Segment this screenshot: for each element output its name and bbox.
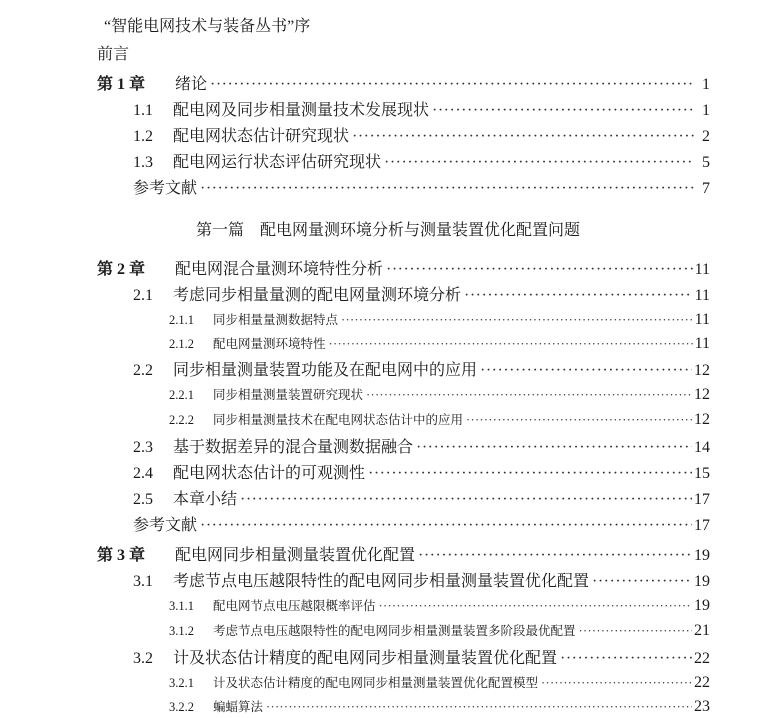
toc-page-number: 5	[702, 154, 710, 171]
dot-leader	[341, 313, 693, 328]
toc-entry-subsection-3-1-1[interactable]	[169, 596, 710, 615]
dot-leader	[384, 154, 694, 172]
toc-entry-text: 参考文献	[133, 180, 198, 197]
toc-page-number: 19	[694, 573, 710, 590]
toc-entry-chapter-2[interactable]	[97, 256, 710, 279]
toc-entry-section-2-4[interactable]	[133, 460, 710, 483]
toc-entry-text: 基于数据差异的混合量测数据融合	[173, 439, 414, 456]
toc-entry-section-1-2[interactable]	[133, 123, 710, 146]
toc-entry-section-2-5[interactable]	[133, 486, 710, 509]
toc-entry-text: 计及状态估计精度的配电网同步相量测量装置优化配置	[173, 650, 558, 667]
toc-entry-section-1-1[interactable]	[133, 97, 710, 120]
toc-page-number: 1	[702, 76, 710, 93]
toc-entry-chapter-1[interactable]	[97, 71, 710, 94]
toc-entry-series-preface[interactable]	[104, 13, 310, 36]
toc-page-number: 12	[694, 411, 710, 428]
toc-page-number: 1	[702, 102, 710, 119]
dot-leader	[592, 573, 692, 591]
toc-section-number: 2.3	[133, 439, 153, 456]
toc-entry-text: 第一篇 配电网量测环境分析与测量装置优化配置问题	[196, 222, 581, 239]
toc-chapter-number: 第 2 章	[97, 261, 146, 278]
toc-entry-section-3-1[interactable]	[133, 568, 710, 591]
toc-section-number: 2.4	[133, 465, 153, 482]
dot-leader	[466, 413, 692, 428]
toc-page-number: 23	[694, 698, 710, 715]
toc-entry-subsection-2-2-1[interactable]	[169, 385, 710, 404]
toc-section-number: 2.5	[133, 491, 153, 508]
toc-entry-foreword[interactable]	[97, 41, 129, 64]
dot-leader	[579, 624, 692, 639]
toc-entry-section-1-3[interactable]	[133, 149, 710, 172]
toc-section-number: 3.1	[133, 573, 153, 590]
toc-entry-chapter-3[interactable]	[97, 542, 710, 565]
toc-page-number: 12	[694, 362, 710, 379]
toc-page-number: 21	[694, 622, 710, 639]
toc-section-number: 1.1	[133, 102, 153, 119]
toc-subsection-number: 2.2.2	[169, 413, 194, 427]
dot-leader	[416, 439, 692, 457]
toc-entry-text: 绪论	[175, 76, 208, 93]
toc-subsection-number: 3.2.1	[169, 676, 194, 690]
dot-leader	[210, 76, 694, 94]
toc-entry-text: 配电网量测环境特性	[213, 337, 326, 351]
toc-section-number: 1.3	[133, 154, 153, 171]
toc-entry-section-3-2[interactable]	[133, 645, 710, 668]
dot-leader	[352, 128, 694, 146]
toc-entry-text: 计及状态估计精度的配电网同步相量测量装置优化配置模型	[213, 676, 539, 690]
toc-entry-references-ch2[interactable]	[133, 512, 710, 535]
toc-page-number: 14	[694, 439, 710, 456]
toc-entry-text: 前言	[97, 46, 130, 63]
dot-leader	[464, 287, 693, 305]
toc-entry-text: 同步相量测量技术在配电网状态估计中的应用	[213, 413, 464, 427]
toc-section-number: 1.2	[133, 128, 153, 145]
toc-entry-text: 配电网混合量测环境特性分析	[175, 261, 384, 278]
toc-chapter-number: 第 3 章	[97, 547, 146, 564]
dot-leader	[418, 547, 692, 565]
dot-leader	[541, 676, 692, 691]
toc-entry-text: 同步相量测量装置功能及在配电网中的应用	[173, 362, 478, 379]
toc-subsection-number: 3.1.2	[169, 624, 194, 638]
dot-leader	[379, 599, 692, 614]
toc-entry-text: 配电网节点电压越限概率评估	[213, 599, 376, 613]
toc-entry-text: 配电网运行状态评估研究现状	[173, 154, 382, 171]
dot-leader	[240, 491, 692, 509]
toc-entry-section-2-1[interactable]	[133, 282, 710, 305]
toc-entry-text: 同步相量量测数据特点	[213, 313, 339, 327]
toc-page-number: 22	[694, 650, 710, 667]
toc-page-number: 17	[694, 491, 710, 508]
toc-section-number: 2.1	[133, 287, 153, 304]
toc-entry-text: 考虑节点电压越限特性的配电网同步相量测量装置优化配置	[173, 573, 590, 590]
toc-entry-subsection-2-1-1[interactable]	[169, 310, 710, 329]
dot-leader	[329, 337, 693, 352]
toc-subsection-number: 2.2.1	[169, 388, 194, 402]
toc-entry-text: 配电网状态估计的可观测性	[173, 465, 366, 482]
toc-page-number: 17	[694, 517, 710, 534]
toc-entry-text: 配电网及同步相量测量技术发展现状	[173, 102, 430, 119]
toc-page-number: 22	[694, 674, 710, 691]
toc-entry-text: 配电网同步相量测量装置优化配置	[175, 547, 416, 564]
toc-section-number: 3.2	[133, 650, 153, 667]
toc-entry-text: 本章小结	[173, 491, 238, 508]
toc-entry-section-2-3[interactable]	[133, 434, 710, 457]
toc-subsection-number: 2.1.2	[169, 337, 194, 351]
toc-page-number: 7	[702, 180, 710, 197]
toc-entry-subsection-3-2-2[interactable]	[169, 697, 710, 716]
dot-leader	[200, 517, 692, 535]
toc-part-heading[interactable]	[196, 217, 580, 240]
toc-subsection-number: 3.2.2	[169, 700, 194, 714]
toc-page-number: 11	[694, 311, 710, 328]
toc-subsection-number: 3.1.1	[169, 599, 194, 613]
toc-entry-text: 考虑同步相量量测的配电网量测环境分析	[173, 287, 462, 304]
dot-leader	[432, 102, 694, 120]
toc-section-number: 2.2	[133, 362, 153, 379]
toc-page-number: 15	[694, 465, 710, 482]
toc-page-number: 11	[694, 287, 710, 304]
toc-entry-text: 考虑节点电压越限特性的配电网同步相量测量装置多阶段最优配置	[213, 624, 576, 638]
toc-entry-text: 同步相量测量装置研究现状	[213, 388, 364, 402]
toc-page-number: 11	[694, 261, 710, 278]
toc-entry-section-2-2[interactable]	[133, 357, 710, 380]
toc-page-number: 2	[702, 128, 710, 145]
toc-page-number: 19	[694, 597, 710, 614]
dot-leader	[386, 261, 693, 279]
dot-leader	[560, 650, 692, 668]
dot-leader	[266, 700, 692, 715]
toc-subsection-number: 2.1.1	[169, 313, 194, 327]
toc-entry-text: 参考文献	[133, 517, 198, 534]
toc-entry-text: 配电网状态估计研究现状	[173, 128, 350, 145]
toc-page-number: 11	[694, 335, 710, 352]
toc-entry-subsection-2-2-2[interactable]	[169, 410, 710, 429]
dot-leader	[480, 362, 692, 380]
toc-entry-subsection-3-2-1[interactable]	[169, 673, 710, 692]
toc-page-number: 12	[694, 386, 710, 403]
toc-entry-text: “智能电网技术与装备丛书”序	[104, 18, 311, 35]
dot-leader	[368, 465, 692, 483]
toc-entry-text: 蝙蝠算法	[213, 700, 264, 714]
dot-leader	[366, 388, 692, 403]
toc-page-number: 19	[694, 547, 710, 564]
toc-chapter-number: 第 1 章	[97, 76, 146, 93]
dot-leader	[200, 180, 694, 198]
toc-entry-subsection-2-1-2[interactable]	[169, 334, 710, 353]
toc-entry-references-ch1[interactable]	[133, 175, 710, 198]
toc-entry-subsection-3-1-2[interactable]	[169, 621, 710, 640]
